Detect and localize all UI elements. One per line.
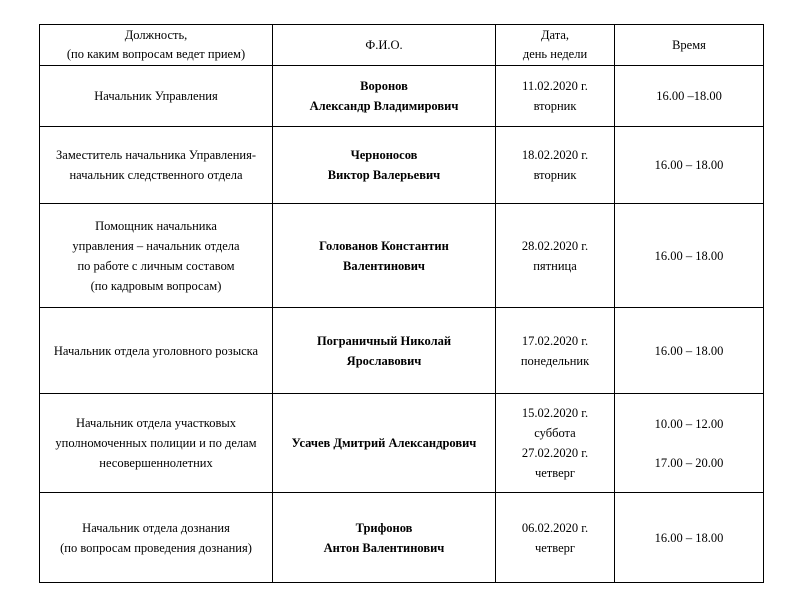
reception-schedule-table [39,24,764,583]
table-row [40,493,764,583]
position-cell: Помощник начальника управления – начальник отдела по работе с личным составом (по кадровым вопросам) [40,204,273,308]
time-cell: 16.00 – 18.00 [615,204,764,308]
header-name: Ф.И.О. [273,25,496,66]
name-cell: Усачев Дмитрий Александрович [273,394,496,493]
position-cell: Начальник отдела дознания (по вопросам проведения дознания) [40,493,273,583]
position-cell: Заместитель начальника Управления- начальник следственного отдела [40,127,273,204]
position-cell: Начальник отдела участковых уполномоченных полиции и по делам несовершеннолетних [40,394,273,493]
table-row [40,394,764,493]
time-cell: 16.00 – 18.00 [615,493,764,583]
time-cell: 16.00 – 18.00 [615,127,764,204]
time-cell: 16.00 –18.00 [615,66,764,127]
name-cell: Черноносов Виктор Валерьевич [273,127,496,204]
header-time: Время [615,25,764,66]
date-cell: 15.02.2020 г. суббота 27.02.2020 г. четверг [496,394,615,493]
position-cell: Начальник Управления [40,66,273,127]
date-cell: 06.02.2020 г. четверг [496,493,615,583]
name-cell: Трифонов Антон Валентинович [273,493,496,583]
header-date: Дата, день недели [496,25,615,66]
table-row [40,308,764,394]
date-cell: 28.02.2020 г. пятница [496,204,615,308]
time-spacer [619,434,759,453]
date-cell: 18.02.2020 г. вторник [496,127,615,204]
time-cell: 10.00 – 12.00 17.00 – 20.00 [615,394,764,493]
time-cell: 16.00 – 18.00 [615,308,764,394]
name-cell: Голованов Константин Валентинович [273,204,496,308]
name-cell: Воронов Александр Владимирович [273,66,496,127]
table-row [40,204,764,308]
table-header-row [40,25,764,66]
table-row [40,127,764,204]
position-cell: Начальник отдела уголовного розыска [40,308,273,394]
date-cell: 11.02.2020 г. вторник [496,66,615,127]
date-cell: 17.02.2020 г. понедельник [496,308,615,394]
header-position: Должность, (по каким вопросам ведет прием) [40,25,273,66]
table-row [40,66,764,127]
name-cell: Пограничный Николай Ярославович [273,308,496,394]
